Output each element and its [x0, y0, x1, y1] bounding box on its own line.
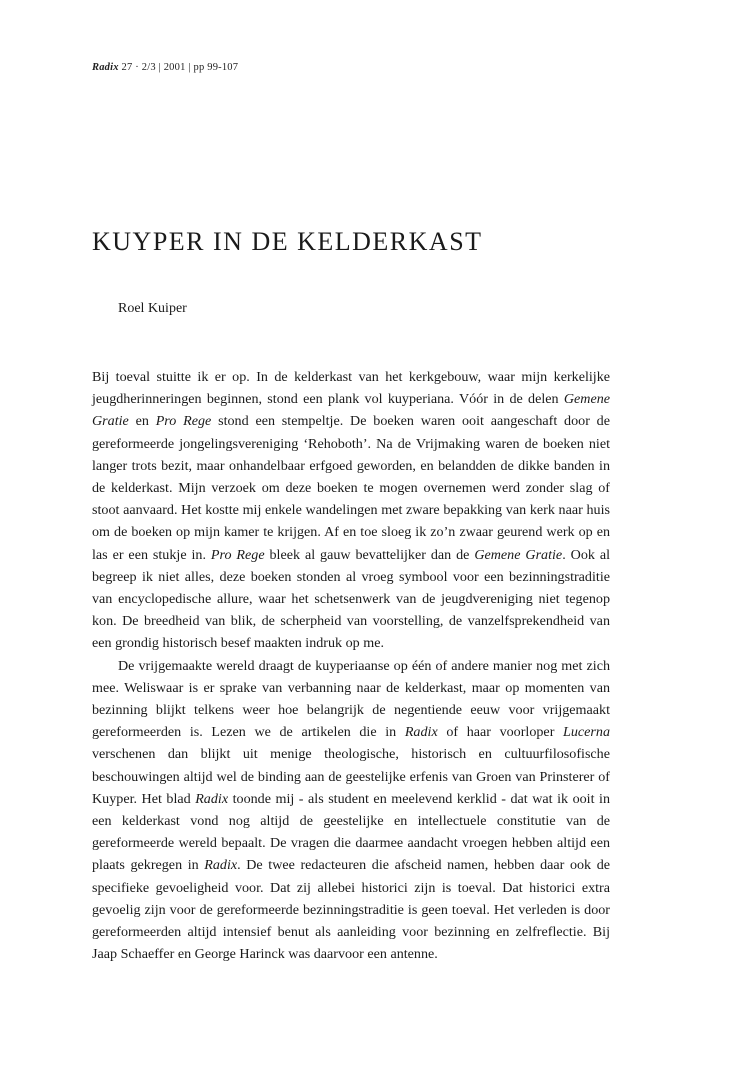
text-segment: De vrijgemaakte wereld draagt de kuyperiaanse op één of andere manier nog met zich mee. Weliswaar is er sprake van verbanning naar de kelderkast, maar op momenten van bezinning blijkt telkens weer hoe belangrijk de negentiende eeuw voor vrijgemaakt gereformeerden is. Lezen we de artikelen die in [92, 657, 610, 741]
volume-issue: 27 · 2/3 [121, 62, 156, 73]
text-segment: . De twee redacteuren die afscheid namen, hebben daar ook de specifieke gevoeligheid voor. Dat zij allebei historici zijn is toeval. Dat historici extra gevoelig zijn voor de gereformeerde bezinningstraditie is geen toeval. Het verleden is door gereformeerden altijd intensief benut als aanleiding voor bezinning en zelfreflectie. Bij Jaap Schaeffer en George Harinck was daarvoor een antenne. [92, 857, 610, 963]
italic-title: Radix [204, 857, 238, 874]
italic-title: Radix [404, 724, 438, 741]
text-segment: toonde mij - als student en meelevend kerklid - dat wat ik ooit in een kelderkast vond nog altijd de geestelijke en intellectuele constitutie van de gereformeerde wereld bepaalt. De vragen die daarmee aandacht vroegen hebben altijd een plaats gekregen in [92, 790, 610, 874]
italic-title: Pro Rege [155, 413, 212, 430]
article-body [92, 366, 610, 965]
text-segment: of haar voorloper [437, 724, 564, 741]
italic-title: Pro Rege [210, 546, 265, 563]
text-segment: . Ook al begreep ik niet alles, deze boeken stonden al vroeg symbool voor een bezinningstraditie van encyclopedische allure, waar het schetsenwerk van de jeugdvereniging niet tegenop kon. De breedheid van blik, de scherpheid van voorstelling, de vanzelfsprekendheid van een grondig historisch besef maakten indruk op me. [92, 546, 610, 652]
italic-title: Lucerna [563, 724, 610, 741]
text-segment: verschenen dan blijkt uit menige theologische, historisch en cultuurfilosofische beschouwingen altijd wel de binding aan de geestelijke erfenis van Groen van Prinsterer of Kuyper. Het blad [92, 746, 610, 807]
year: 2001 [163, 62, 186, 73]
running-head [92, 62, 238, 73]
text-segment: bleek al gauw bevattelijker dan de [264, 546, 475, 563]
italic-title: Gemene Gratie [474, 546, 563, 563]
journal-name: Radix [92, 62, 119, 73]
article-author: Roel Kuiper [118, 301, 187, 316]
article-title: KUYPER IN DE KELDERKAST [92, 227, 483, 256]
text-segment: en [128, 413, 156, 430]
page-range: pp 99-107 [193, 62, 239, 73]
italic-title: Radix [195, 790, 229, 807]
text-segment: stond een stempeltje. De boeken waren ooit aangeschaft door de gereformeerde jongelingsvereniging ‘Rehoboth’. Na de Vrijmaking waren de boeken niet langer trots bezit, maar onhandelbaar erfgoed geworden, en belandden de dikke banden in de kelderkast. Mijn verzoek om deze boeken te mogen overnemen werd zonder slag of stoot aanvaard. Het kostte mij enkele wandelingen met zware bepakking van kerk naar huis om de boeken op mijn kamer te krijgen. Af en toe sloeg ik zo’n zwaar geurend werk op en las er een stukje in. [92, 413, 610, 563]
text-segment: Bij toeval stuitte ik er op. In de kelderkast van het kerkgebouw, waar mijn kerkelijke jeugdherinneringen beginnen, stond een plank vol kuyperiana. Vóór in de delen [92, 369, 610, 408]
italic-title: Gemene Gratie [92, 391, 610, 430]
paragraph-2 [92, 655, 610, 966]
separator: | [188, 62, 191, 73]
separator: | [158, 62, 161, 73]
paragraph-1 [92, 366, 610, 655]
